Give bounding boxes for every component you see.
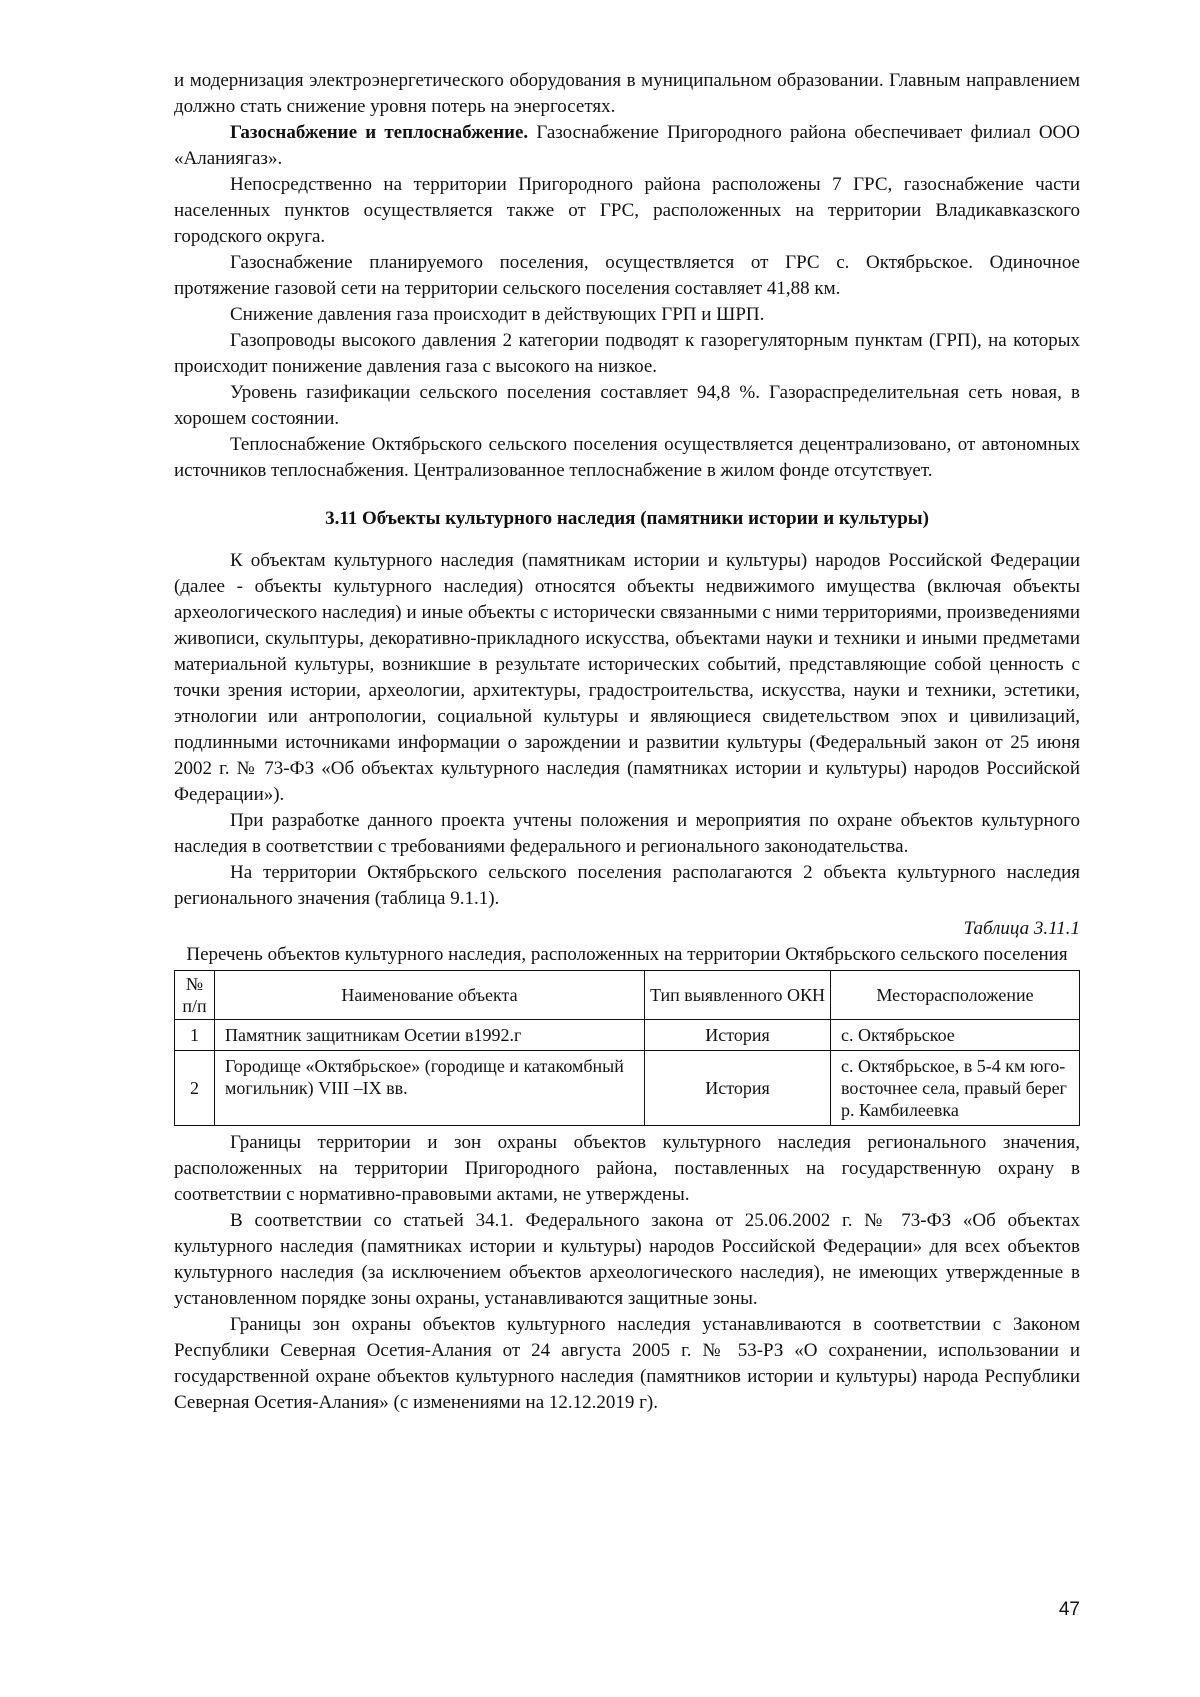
page-number: 47 xyxy=(1058,1599,1080,1620)
cell-name: Городище «Октябрьское» (городище и катакомбный могильник) VIII –IX вв. xyxy=(215,1051,645,1126)
table-row xyxy=(175,1051,1080,1126)
paragraph: На территории Октябрьского сельского поселения располагаются 2 объекта культурного наследия регионального значения (таблица 9.1.1). xyxy=(174,862,1080,909)
section-heading: 3.11 Объекты культурного наследия (памятники истории и культуры) xyxy=(325,508,929,529)
inline-heading: Газоснабжение и теплоснабжение. xyxy=(230,122,529,143)
paragraph: Газопроводы высокого давления 2 категории подводят к газорегуляторным пунктам (ГРП), на которых происходит понижение давления газа с высокого на низкое. xyxy=(174,330,1080,377)
table-header-row xyxy=(175,971,1080,1020)
paragraph: Теплоснабжение Октябрьского сельского поселения осуществляется децентрализовано, от автономных источников теплоснабжения. Централизованное теплоснабжение в жилом фонде отсутствует. xyxy=(174,434,1080,481)
cell-location: с. Октябрьское xyxy=(831,1020,1080,1051)
cell-name: Памятник защитникам Осетии в1992.г xyxy=(215,1020,645,1051)
paragraph: и модернизация электроэнергетического оборудования в муниципальном образовании. Главным направлением должно стать снижение уровня потерь на энергосетях. xyxy=(174,70,1080,117)
cell-type: История xyxy=(645,1051,831,1126)
paragraph: Границы территории и зон охраны объектов культурного наследия регионального значения, расположенных на территории Пригородного района, поставленных на государственную охрану в соответствии с нормативно-правовыми актами, не утверждены. xyxy=(174,1132,1080,1205)
paragraph: Непосредственно на территории Пригородного района расположены 7 ГРС, газоснабжение части населенных пунктов осуществляется также от ГРС, расположенных на территории Владикавказского городского округа. xyxy=(174,174,1080,247)
heritage-table xyxy=(174,970,1080,1126)
table-row xyxy=(175,1020,1080,1051)
paragraph: Снижение давления газа происходит в действующих ГРП и ШРП. xyxy=(230,304,765,325)
paragraph: В соответствии со статьей 34.1. Федерального закона от 25.06.2002 г. № 73-ФЗ «Об объектах культурного наследия (памятниках истории и культуры) народов Российской Федерации» для всех объектов культурного наследия (за исключением объектов археологического наследия), не имеющих утвержденные в установленном порядке зоны охраны, устанавливаются защитные зоны. xyxy=(174,1210,1080,1309)
table-caption: Таблица 3.11.1 xyxy=(963,918,1080,939)
cell-number: 1 xyxy=(175,1020,215,1051)
paragraph: При разработке данного проекта учтены положения и мероприятия по охране объектов культурного наследия в соответствии с требованиями федерального и регионального законодательства. xyxy=(174,810,1080,857)
header-type: Тип выявленного ОКН xyxy=(645,971,831,1020)
paragraph: Газоснабжение планируемого поселения, осуществляется от ГРС с. Октябрьское. Одиночное протяжение газовой сети на территории сельского поселения составляет 41,88 км. xyxy=(174,252,1080,299)
paragraph: Уровень газификации сельского поселения составляет 94,8 %. Газораспределительная сеть новая, в хорошем состоянии. xyxy=(174,382,1080,429)
cell-location: с. Октябрьское, в 5-4 км юго-восточнее села, правый берег р. Камбилеевка xyxy=(831,1051,1080,1126)
cell-type: История xyxy=(645,1020,831,1051)
header-location: Месторасположение xyxy=(831,971,1080,1020)
header-number: № п/п xyxy=(175,971,215,1020)
paragraph: Границы зон охраны объектов культурного наследия устанавливаются в соответствии с Законом Республики Северная Осетия-Алания от 24 августа 2005 г. № 53-РЗ «О сохранении, использовании и государственной охране объектов культурного наследия (памятников истории и культуры) народа Республики Северная Осетия-Алания» (с изменениями на 12.12.2019 г). xyxy=(174,1314,1080,1413)
paragraph-gas-supply xyxy=(174,120,1080,172)
paragraph: К объектам культурного наследия (памятникам истории и культуры) народов Российской Федерации (далее - объекты культурного наследия) относятся объекты недвижимого имущества (включая объекты археологического наследия) и иные объекты с исторически связанными с ними территориями, произведениями живописи, скульптуры, декоративно-прикладного искусства, объектами науки и техники и иными предметами материальной культуры, возникшие в результате исторических событий, представляющие собой ценность с точки зрения истории, археологии, архитектуры, градостроительства, искусства, науки и техники, эстетики, этнологии или антропологии, социальной культуры и являющиеся свидетельством эпох и цивилизаций, подлинными источниками информации о зарождении и развитии культуры (Федеральный закон от 25 июня 2002 г. № 73-ФЗ «Об объектах культурного наследия (памятниках истории и культуры) народов Российской Федерации»). xyxy=(174,550,1080,805)
header-name: Наименование объекта xyxy=(215,971,645,1020)
paragraph-text: Газоснабжение Пригородного района обеспечивает филиал ООО «Аланиягаз». xyxy=(174,122,1080,169)
table-title: Перечень объектов культурного наследия, расположенных на территории Октябрьского сельского поселения xyxy=(186,944,1068,965)
cell-number: 2 xyxy=(175,1051,215,1126)
